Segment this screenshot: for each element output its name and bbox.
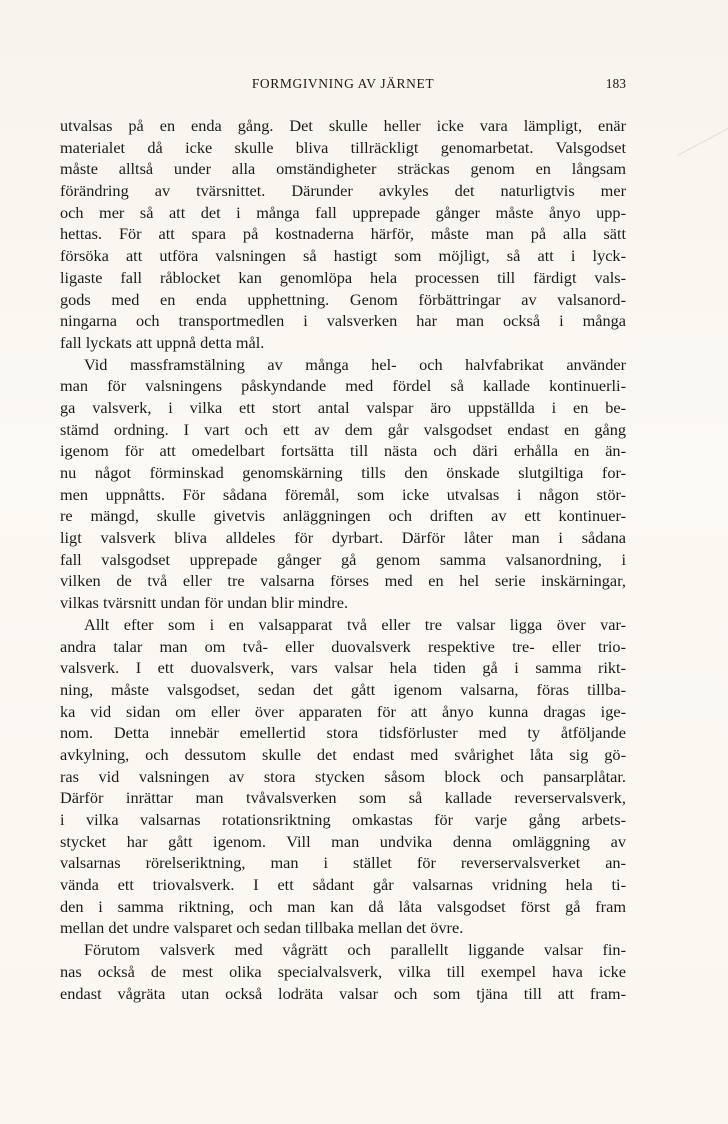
text-line: nas också de mest olika specialvalsverk, vilka till exempel hava icke: [60, 961, 626, 981]
text-line: valsarnas rörelseriktning, man i stället för reverservalsverket an-: [60, 853, 626, 873]
running-title: FORMGIVNING AV JÄRNET: [251, 76, 435, 91]
text-line: och mer så att det i många fall upprepade gånger måste ånyo upp-: [60, 202, 626, 222]
text-line: ning, måste valsgodset, sedan det gått igenom valsarna, föras tillba-: [60, 679, 626, 699]
paragraph: [60, 354, 626, 614]
text-line: materialet då icke skulle bliva tillräckligt genomarbetat. Valsgodset: [60, 137, 626, 157]
text-line: den i samma riktning, och man kan då låta valsgodset först gå fram: [60, 896, 626, 916]
text-line: nu något förminskad genomskärning tills den önskade slutgiltiga for-: [60, 463, 626, 482]
text-line: vilkas tvärsnitt undan för undan blir mindre.: [60, 593, 349, 613]
text-line: Förutom valsverk med vågrätt och parallellt liggande valsar fin-: [84, 940, 626, 960]
text-line: ka vid sidan om eller över apparaten för att ånyo kunna dragas ige-: [60, 701, 626, 721]
text-line: ligaste fall råblocket kan genomlöpa hela processen till färdigt vals-: [60, 267, 626, 287]
text-line: Vid massframstälning av många hel- och halvfabrikat använder: [84, 354, 626, 374]
text-line: förändring av tvärsnittet. Därunder avkyles det naturligtvis mer: [60, 181, 626, 201]
text-line: utvalsas på en enda gång. Det skulle heller icke vara lämpligt, enär: [60, 116, 626, 135]
text-line: Därför inrättar man tvåvalsverken som så kallade reverservalsverk,: [60, 788, 626, 808]
text-line: stycket har gått igenom. Vill man undvika denna omläggning av: [60, 831, 626, 851]
running-head: [60, 75, 626, 93]
text-line: igenom för att omedelbart fortsätta till nästa och däri erhålla en än-: [60, 441, 626, 461]
text-line: ningarna och transportmedlen i valsverken har man också i många: [60, 311, 626, 331]
page-number: 183: [605, 76, 626, 91]
text-line: ga valsverk, i vilka ett stort antal valspar äro uppställda i en be-: [60, 397, 626, 417]
text-line: valsverk. I ett duovalsverk, vars valsar hela tiden gå i samma rikt-: [60, 658, 626, 678]
text-line: andra talar man om två- eller duovalsverk respektive tre- eller trio-: [60, 636, 626, 656]
body-text: [60, 115, 626, 1004]
text-line: man för valsningens påskyndande med fördel så kallade kontinuerli-: [60, 376, 626, 396]
text-line: mellan det undre valsparet och sedan tillbaka mellan det övre.: [60, 918, 464, 938]
text-line: fall valsgodset upprepade gånger gå genom samma valsanordning, i: [60, 549, 626, 569]
text-line: endast vågräta utan också lodräta valsar och som tjäna till att fram-: [60, 983, 626, 1003]
text-line: men uppnåtts. För sådana föremål, som icke utvalsas i någon stör-: [60, 484, 626, 504]
text-line: ras vid valsningen av stora stycken såsom block och pansarplåtar.: [60, 766, 626, 786]
text-line: avkylning, och dessutom skulle det endast med svårighet låta sig gö-: [60, 744, 626, 764]
text-line: fall lyckats att uppnå detta mål.: [60, 332, 265, 352]
text-line: ligt valsverk bliva alldeles för dyrbart. Därför låter man i sådana: [60, 528, 626, 548]
page-crease: [649, 60, 728, 156]
text-line: i vilka valsarnas rotationsriktning omkastas för varje gång arbets-: [60, 810, 626, 829]
paragraph: [60, 614, 626, 939]
text-line: Allt efter som i en valsapparat två eller tre valsar ligga över var-: [84, 614, 626, 634]
text-line: vilken de två eller tre valsarna förses med en hel serie inskärningar,: [60, 571, 626, 591]
paragraph: [60, 115, 626, 354]
text-line: hettas. För att spara på kostnaderna härför, måste man på alla sätt: [60, 224, 626, 244]
text-line: stämd ordning. I vart och ett av dem går valsgodset endast en gång: [60, 419, 626, 439]
text-line: gods med en enda upphettning. Genom förbättringar av valsanord-: [60, 289, 626, 309]
paragraph: [60, 939, 626, 1004]
text-line: måste alltså under alla omständigheter sträckas genom en långsam: [60, 159, 626, 179]
text-line: vända ett triovalsverk. I ett sådant går valsarnas vridning hela ti-: [60, 875, 626, 895]
text-line: försöka att utföra valsningen så hastigt som möjligt, så att i lyck-: [60, 246, 626, 266]
text-line: re mängd, skulle givetvis anläggningen och driften av ett kontinuer-: [60, 506, 626, 526]
text-line: nom. Detta innebär emellertid stora tidsförluster med ty åtföljande: [60, 723, 626, 743]
